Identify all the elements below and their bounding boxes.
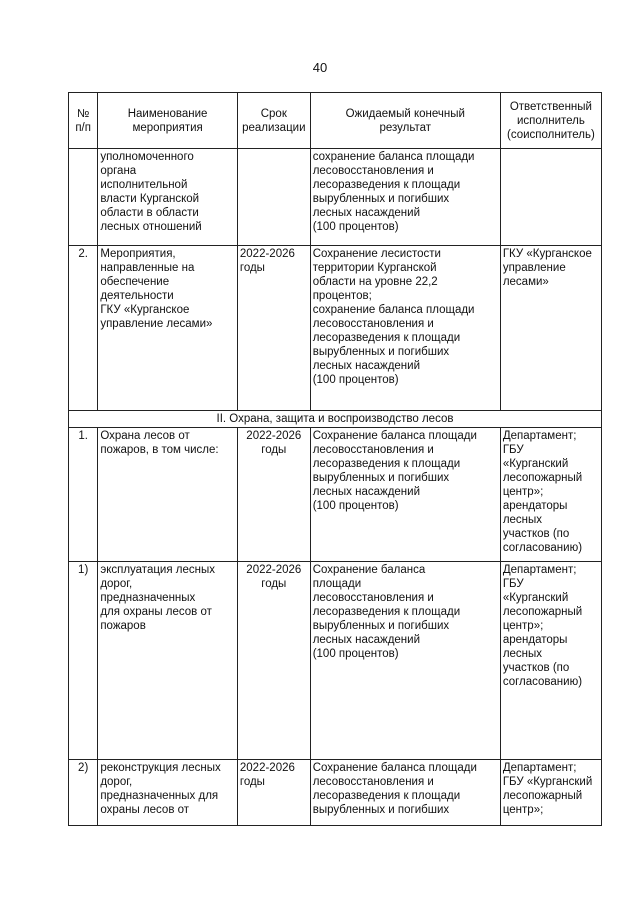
row-executor: Департамент; ГБУ «Курганский лесопожарный центр»; [500, 760, 601, 826]
table-row [69, 562, 602, 760]
row-executor: ГКУ «Курганское управление лесами» [500, 246, 601, 411]
row-name: Охрана лесов от пожаров, в том числе: [98, 428, 238, 562]
header-result: Ожидаемый конечный результат [310, 93, 500, 149]
section-row [69, 411, 602, 428]
measures-table [68, 92, 602, 826]
row-result: Сохранение баланса площади лесовосстановления и лесоразведения к площади вырубленных и погибших [310, 760, 500, 826]
table-row [69, 428, 602, 562]
row-number: 2. [69, 246, 98, 411]
table-header-row [69, 93, 602, 149]
row-term [237, 149, 310, 246]
row-term: 2022-2026 годы [237, 562, 310, 760]
page-number: 40 [312, 60, 328, 75]
row-executor [500, 149, 601, 246]
table-row [69, 149, 602, 246]
row-term: 2022-2026 годы [237, 760, 310, 826]
row-number: 2) [69, 760, 98, 826]
header-executor: Ответственный исполнитель (соисполнитель) [500, 93, 601, 149]
row-name: Мероприятия, направленные на обеспечение деятельности ГКУ «Курганское управление лесами» [98, 246, 238, 411]
row-number [69, 149, 98, 246]
row-result: Сохранение баланса площади лесовосстановления и лесоразведения к площади вырубленных и погибших лесных насаждений (100 процентов) [310, 562, 500, 760]
table-row [69, 760, 602, 826]
row-executor: Департамент; ГБУ «Курганский лесопожарный центр»; арендаторы лесных участков (по согласованию) [500, 428, 601, 562]
row-term: 2022-2026 годы [237, 428, 310, 562]
row-name: эксплуатация лесных дорог, предназначенных для охраны лесов от пожаров [98, 562, 238, 760]
section-title: II. Охрана, защита и воспроизводство лесов [69, 411, 602, 428]
header-name: Наименование мероприятия [98, 93, 238, 149]
row-number: 1. [69, 428, 98, 562]
header-term: Срок реализации [237, 93, 310, 149]
row-result: Сохранение лесистости территории Курганской области на уровне 22,2 процентов; сохранение баланса площади лесовосстановления и лесоразведения к площади вырубленных и погибших лесных насаждений (100 процентов) [310, 246, 500, 411]
header-number: № п/п [69, 93, 98, 149]
row-name: уполномоченного органа исполнительной власти Курганской области в области лесных отношений [98, 149, 238, 246]
row-name: реконструкция лесных дорог, предназначенных для охраны лесов от [98, 760, 238, 826]
row-result: Сохранение баланса площади лесовосстановления и лесоразведения к площади вырубленных и погибших лесных насаждений (100 процентов) [310, 428, 500, 562]
row-executor: Департамент; ГБУ «Курганский лесопожарный центр»; арендаторы лесных участков (по согласованию) [500, 562, 601, 760]
row-term: 2022-2026 годы [237, 246, 310, 411]
table-row [69, 246, 602, 411]
row-result: сохранение баланса площади лесовосстановления и лесоразведения к площади вырубленных и погибших лесных насаждений (100 процентов) [310, 149, 500, 246]
row-number: 1) [69, 562, 98, 760]
